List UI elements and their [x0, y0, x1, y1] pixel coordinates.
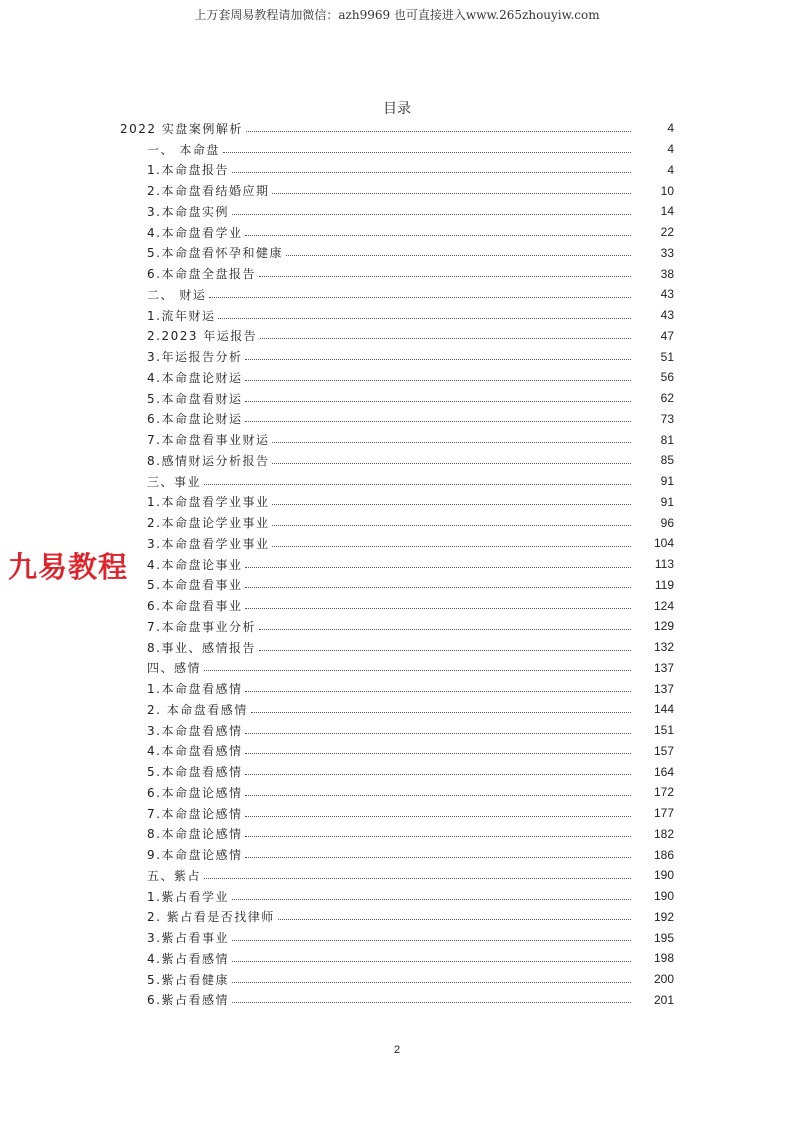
toc-entry-label: 4.紫占看感情	[147, 951, 229, 966]
toc-entry-page: 200	[653, 972, 674, 987]
toc-entry[interactable]	[0, 886, 794, 907]
toc-entry-label: 5.紫占看健康	[147, 972, 229, 987]
toc-entry[interactable]	[0, 326, 794, 347]
toc-entry-page: 73	[660, 411, 674, 426]
toc-entry[interactable]	[0, 969, 794, 990]
toc-dot-leader	[251, 712, 631, 713]
toc-dot-leader	[245, 587, 631, 588]
toc-entry[interactable]	[0, 305, 794, 326]
toc-entry-page: 129	[653, 619, 674, 634]
toc-entry[interactable]	[0, 824, 794, 845]
toc-dot-leader	[209, 297, 631, 298]
toc-entry-label: 2022 实盘案例解析	[120, 121, 243, 136]
toc-entry-page: 151	[653, 723, 674, 738]
toc-entry-label: 3.本命盘看学业事业	[147, 536, 270, 551]
toc-entry-label: 5.本命盘看事业	[147, 578, 243, 593]
toc-entry[interactable]	[0, 761, 794, 782]
page-number: 2	[393, 1044, 401, 1056]
toc-entry[interactable]	[0, 409, 794, 430]
toc-entry-page: 157	[653, 743, 674, 758]
toc-entry-label: 1.紫占看学业	[147, 889, 229, 904]
toc-dot-leader	[245, 753, 631, 754]
toc-dot-leader	[245, 235, 631, 236]
toc-dot-leader	[245, 816, 631, 817]
page-header-notice: 上万套周易教程请加微信：azh9969 也可直接进入www.265zhouyiw.com	[194, 8, 600, 22]
toc-entry-label: 1.流年财运	[147, 308, 216, 323]
toc-entry-page: 4	[667, 162, 674, 177]
toc-dot-leader	[204, 484, 631, 485]
toc-entry[interactable]	[0, 284, 794, 305]
toc-dot-leader	[245, 733, 631, 734]
toc-dot-leader	[204, 670, 631, 671]
toc-entry[interactable]	[0, 471, 794, 492]
toc-entry-label: 6.本命盘论感情	[147, 785, 243, 800]
toc-entry-page: 190	[653, 889, 674, 904]
toc-entry-label: 2.2023 年运报告	[147, 329, 258, 344]
toc-entry-label: 7.本命盘看事业财运	[147, 433, 270, 448]
toc-entry-page: 190	[653, 868, 674, 883]
toc-entry-page: 4	[667, 121, 674, 136]
toc-entry-page: 91	[660, 474, 674, 489]
toc-entry[interactable]	[0, 637, 794, 658]
toc-entry-page: 195	[653, 930, 674, 945]
toc-entry[interactable]	[0, 139, 794, 160]
toc-entry-page: 186	[653, 847, 674, 862]
toc-entry-label: 5.本命盘看怀孕和健康	[147, 246, 283, 261]
toc-entry[interactable]	[0, 180, 794, 201]
toc-entry[interactable]	[0, 160, 794, 181]
toc-entry-label: 1.本命盘看感情	[147, 682, 243, 697]
toc-entry-page: 137	[653, 681, 674, 696]
toc-entry-label: 2. 本命盘看感情	[147, 702, 248, 717]
toc-entry[interactable]	[0, 678, 794, 699]
toc-entry-page: 172	[653, 785, 674, 800]
toc-entry[interactable]	[0, 782, 794, 803]
toc-entry-page: 4	[667, 142, 674, 157]
toc-entry[interactable]	[0, 492, 794, 513]
toc-entry-label: 二、 财运	[147, 287, 207, 302]
toc-entry-label: 6.本命盘论财运	[147, 412, 243, 427]
toc-entry-page: 81	[660, 432, 674, 447]
toc-entry-label: 6.紫占看感情	[147, 993, 229, 1008]
toc-entry[interactable]	[0, 948, 794, 969]
toc-dot-leader	[245, 795, 631, 796]
toc-entry-label: 7.本命盘论感情	[147, 806, 243, 821]
toc-entry[interactable]	[0, 243, 794, 264]
toc-dot-leader	[218, 318, 631, 319]
toc-entry[interactable]	[0, 741, 794, 762]
toc-entry-page: 10	[660, 183, 674, 198]
toc-entry-page: 132	[653, 640, 674, 655]
toc-entry[interactable]	[0, 699, 794, 720]
toc-entry[interactable]	[0, 616, 794, 637]
toc-entry-page: 96	[660, 515, 674, 530]
toc-dot-leader	[223, 152, 631, 153]
toc-entry-page: 33	[660, 245, 674, 260]
toc-entry-page: 85	[660, 453, 674, 468]
toc-entry[interactable]	[0, 844, 794, 865]
toc-entry[interactable]	[0, 201, 794, 222]
toc-entry[interactable]	[0, 118, 794, 139]
toc-entry-label: 一、 本命盘	[147, 142, 220, 157]
toc-entry[interactable]	[0, 595, 794, 616]
toc-dot-leader	[204, 878, 631, 879]
toc-entry-page: 104	[653, 536, 674, 551]
toc-entry-page: 177	[653, 806, 674, 821]
toc-entry-label: 4.本命盘论财运	[147, 370, 243, 385]
toc-entry-label: 8.本命盘论感情	[147, 827, 243, 842]
toc-entry-label: 3.本命盘看感情	[147, 723, 243, 738]
toc-entry[interactable]	[0, 346, 794, 367]
toc-entry-label: 2.本命盘论学业事业	[147, 516, 270, 531]
toc-dot-leader	[260, 338, 631, 339]
toc-dot-leader	[259, 650, 631, 651]
toc-entry-page: 124	[653, 598, 674, 613]
toc-entry-page: 38	[660, 266, 674, 281]
toc-entry-label: 3.本命盘实例	[147, 204, 229, 219]
toc-entry-page: 22	[660, 225, 674, 240]
toc-entry-page: 43	[660, 308, 674, 323]
toc-dot-leader	[232, 982, 631, 983]
toc-dot-leader	[259, 629, 631, 630]
toc-entry-page: 43	[660, 287, 674, 302]
toc-entry-label: 9.本命盘论感情	[147, 848, 243, 863]
toc-entry-label: 6.本命盘全盘报告	[147, 267, 256, 282]
toc-entry-label: 1.本命盘报告	[147, 163, 229, 178]
toc-title: 目录	[383, 101, 411, 117]
toc-entry[interactable]	[0, 803, 794, 824]
toc-dot-leader	[272, 442, 631, 443]
toc-entry[interactable]	[0, 927, 794, 948]
toc-entry-label: 1.本命盘看学业事业	[147, 495, 270, 510]
toc-dot-leader	[245, 359, 631, 360]
toc-dot-leader	[245, 401, 631, 402]
toc-dot-leader	[245, 421, 631, 422]
toc-entry[interactable]	[0, 222, 794, 243]
toc-entry-label: 3.紫占看事业	[147, 931, 229, 946]
toc-entry-label: 2. 紫占看是否找律师	[147, 910, 275, 925]
toc-entry-page: 51	[660, 349, 674, 364]
toc-dot-leader	[245, 567, 631, 568]
toc-entry-page: 201	[653, 992, 674, 1007]
toc-entry-page: 182	[653, 826, 674, 841]
toc-dot-leader	[245, 857, 631, 858]
watermark-logo: 九易教程	[8, 545, 132, 586]
toc-dot-leader	[245, 608, 631, 609]
toc-entry-page: 91	[660, 494, 674, 509]
toc-entry-label: 5.本命盘看财运	[147, 391, 243, 406]
toc-entry-page: 192	[653, 909, 674, 924]
toc-entry[interactable]	[0, 720, 794, 741]
toc-entry[interactable]	[0, 429, 794, 450]
toc-entry-page: 56	[660, 370, 674, 385]
toc-entry[interactable]	[0, 388, 794, 409]
toc-entry[interactable]	[0, 907, 794, 928]
toc-entry-label: 2.本命盘看结婚应期	[147, 184, 270, 199]
toc-entry[interactable]	[0, 990, 794, 1011]
toc-entry[interactable]	[0, 512, 794, 533]
toc-entry-label: 三、事业	[147, 474, 202, 489]
toc-entry-label: 4.本命盘看学业	[147, 225, 243, 240]
toc-entry[interactable]	[0, 263, 794, 284]
toc-entry[interactable]	[0, 367, 794, 388]
toc-entry-page: 137	[653, 660, 674, 675]
toc-dot-leader	[232, 899, 631, 900]
toc-dot-leader	[278, 919, 631, 920]
toc-dot-leader	[245, 836, 631, 837]
toc-dot-leader	[272, 546, 631, 547]
toc-dot-leader	[245, 380, 631, 381]
toc-dot-leader	[272, 193, 631, 194]
toc-entry-page: 164	[653, 764, 674, 779]
toc-entry-page: 144	[653, 702, 674, 717]
toc-dot-leader	[245, 774, 631, 775]
toc-entry[interactable]	[0, 865, 794, 886]
toc-entry-page: 62	[660, 391, 674, 406]
toc-dot-leader	[245, 691, 631, 692]
toc-dot-leader	[272, 525, 631, 526]
toc-entry-page: 198	[653, 951, 674, 966]
toc-entry[interactable]	[0, 450, 794, 471]
toc-dot-leader	[232, 214, 631, 215]
toc-entry-label: 四、感情	[147, 661, 202, 676]
toc-dot-leader	[246, 131, 631, 132]
toc-entry-label: 4.本命盘看感情	[147, 744, 243, 759]
toc-entry-label: 6.本命盘看事业	[147, 599, 243, 614]
toc-dot-leader	[232, 1002, 631, 1003]
toc-dot-leader	[272, 463, 631, 464]
toc-entry-page: 47	[660, 328, 674, 343]
toc-entry[interactable]	[0, 658, 794, 679]
toc-entry-label: 8.感情财运分析报告	[147, 453, 270, 468]
toc-entry-label: 3.年运报告分析	[147, 350, 243, 365]
toc-entry-label: 4.本命盘论事业	[147, 557, 243, 572]
toc-dot-leader	[232, 172, 631, 173]
toc-dot-leader	[272, 504, 631, 505]
toc-entry-label: 7.本命盘事业分析	[147, 619, 256, 634]
toc-entry-page: 14	[660, 204, 674, 219]
toc-dot-leader	[286, 255, 631, 256]
toc-entry-label: 五、紫占	[147, 868, 202, 883]
toc-dot-leader	[232, 961, 631, 962]
toc-entry-page: 119	[654, 577, 674, 592]
toc-entry-page: 113	[654, 557, 674, 572]
toc-entry-label: 5.本命盘看感情	[147, 765, 243, 780]
toc-entry-label: 8.事业、感情报告	[147, 640, 256, 655]
toc-dot-leader	[259, 276, 631, 277]
toc-dot-leader	[232, 940, 631, 941]
